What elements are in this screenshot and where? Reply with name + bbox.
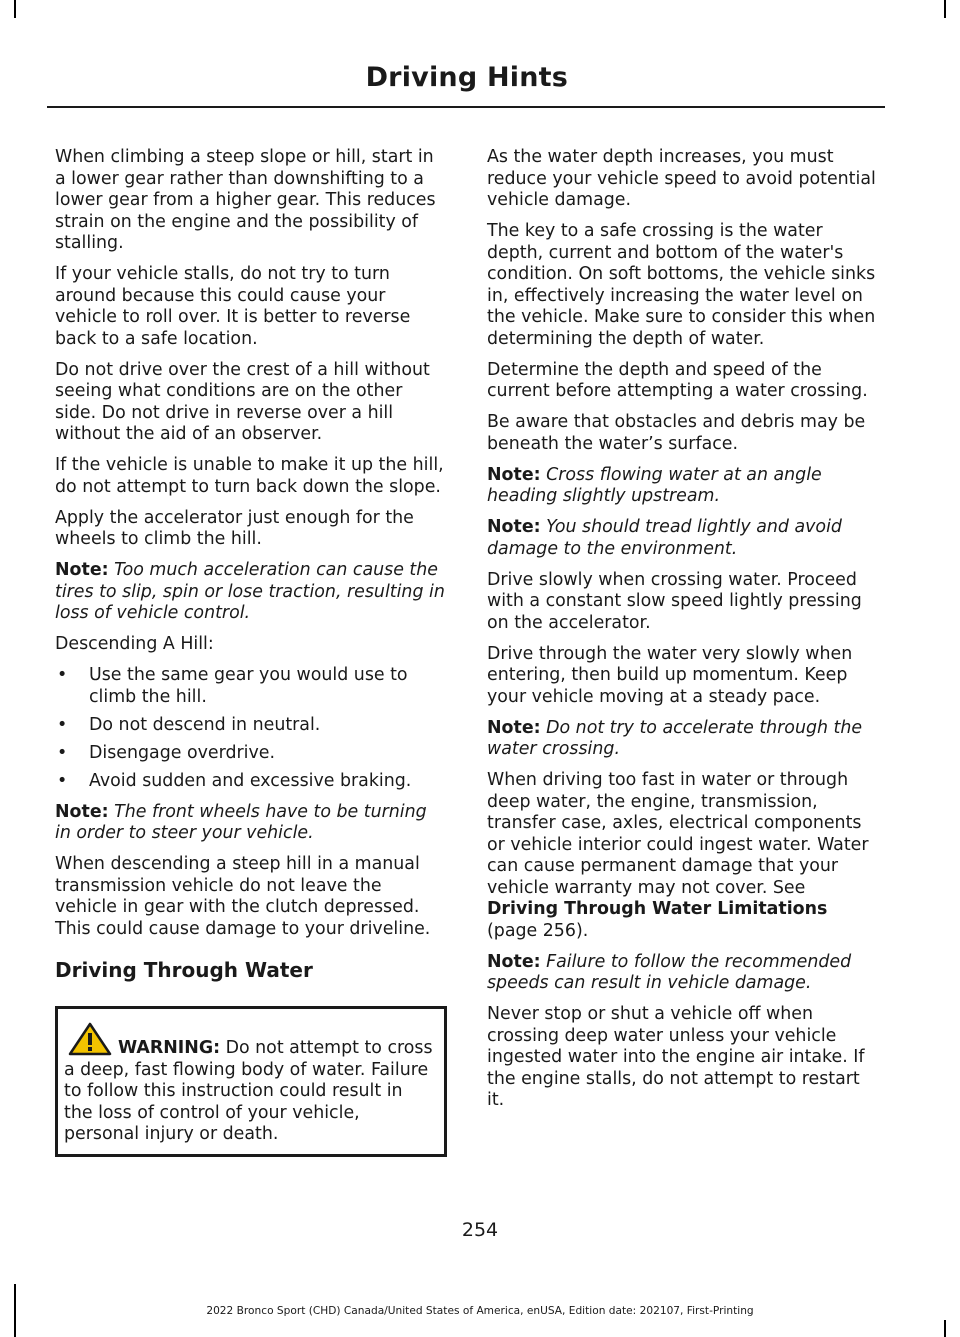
note-label: Note: — [55, 560, 109, 580]
list-item-text: Use the same gear you would use to climb the hill. — [89, 665, 408, 707]
note-text: Do not try to accelerate through the water crossing. — [487, 717, 863, 759]
page-number: 254 — [461, 1219, 499, 1241]
paragraph: Determine the depth and speed of the current before attempting a water crossing. — [487, 359, 868, 401]
paragraph: The key to a safe crossing is the water depth, current and bottom of the water's condition. On soft bottoms, the vehicle sinks in, effectively increasing the water level on the vehicle. Make sure to consider this when determining the depth of water. — [487, 221, 876, 349]
bullet-icon: • — [57, 665, 68, 685]
section-heading: Driving Through Water — [55, 958, 313, 982]
note-label: Note: — [487, 951, 541, 972]
list-item — [55, 665, 447, 708]
paragraph: Be aware that obstacles and debris may be beneath the water’s surface. — [487, 412, 866, 454]
note — [55, 560, 447, 625]
footer-edition-info: 2022 Bronco Sport (CHD) Canada/United States of America, enUSA, Edition date: 202107, First-Printing — [206, 1305, 754, 1317]
warning-text-block — [64, 1022, 436, 1146]
paragraph — [487, 770, 880, 942]
note-label: Note: — [487, 464, 541, 485]
subheading-descending: Descending A Hill: — [55, 634, 214, 654]
note — [55, 802, 447, 845]
right-column — [487, 147, 880, 1121]
list-item — [55, 715, 447, 737]
bullet-icon: • — [57, 770, 68, 791]
warning-box — [55, 1006, 447, 1157]
warning-triangle-icon — [68, 1022, 112, 1056]
paragraph: As the water depth increases, you must reduce your vehicle speed to avoid potential vehicle damage. — [487, 147, 876, 210]
note-text: Too much acceleration can cause the tires to slip, spin or lose traction, resulting in loss of vehicle control. — [55, 560, 445, 623]
note-text: You should tread lightly and avoid damage to the environment. — [487, 517, 842, 559]
paragraph: When climbing a steep slope or hill, start in a lower gear rather than downshifting to a lower gear from a higher gear. This reduces strain on the engine and the possibility of stalling. — [55, 147, 436, 253]
list-item-text: Do not descend in neutral. — [89, 714, 321, 735]
note — [487, 718, 880, 761]
note-label: Note: — [487, 517, 541, 537]
note-text: Failure to follow the recommended speeds can result in vehicle damage. — [487, 951, 852, 993]
note-label: Note: — [487, 717, 541, 738]
page-title: Driving Hints — [365, 62, 568, 93]
bullet-icon: • — [57, 742, 68, 763]
list-item-text: Avoid sudden and excessive braking. — [89, 770, 412, 791]
paragraph: If your vehicle stalls, do not try to turn around because this could cause your vehicle to roll over. It is better to reverse back to a safe location. — [55, 264, 411, 349]
bullet-list — [55, 665, 447, 792]
paragraph: Never stop or shut a vehicle off when crossing deep water unless your vehicle ingested water into the engine air intake. If the engine stalls, do not attempt to restart it. — [487, 1004, 865, 1110]
warning-text: Do not attempt to cross a deep, fast flowing body of water. Failure to follow this instruction could result in the loss of control of your vehicle, personal injury or death. — [64, 1038, 433, 1144]
paragraph: When descending a steep hill in a manual transmission vehicle do not leave the vehicle in gear with the clutch depressed. This could cause damage to your driveline. — [55, 854, 431, 939]
paragraph: If the vehicle is unable to make it up the hill, do not attempt to turn back down the slope. — [55, 455, 444, 497]
left-column — [55, 147, 447, 1157]
warning-label: WARNING: — [118, 1038, 221, 1058]
crop-mark-top-right — [944, 0, 946, 18]
crop-mark-top-left — [14, 0, 16, 18]
note — [487, 517, 880, 560]
list-item — [55, 743, 447, 765]
bullet-icon: • — [57, 714, 68, 735]
paragraph: Do not drive over the crest of a hill without seeing what conditions are on the other side. Do not drive in reverse over a hill without the aid of an observer. — [55, 359, 430, 444]
page-reference: (page 256). — [487, 920, 589, 941]
paragraph: Drive through the water very slowly when entering, then build up momentum. Keep your vehicle moving at a steady pace. — [487, 643, 853, 707]
note-text: The front wheels have to be turning in order to steer your vehicle. — [55, 801, 427, 843]
crop-mark-bottom-right — [944, 1320, 946, 1337]
note — [487, 952, 880, 995]
note — [487, 465, 880, 508]
note-text: Cross flowing water at an angle heading slightly upstream. — [487, 464, 822, 506]
paragraph: Apply the accelerator just enough for the wheels to climb the hill. — [55, 507, 414, 549]
cross-reference-link[interactable]: Driving Through Water Limitations — [487, 899, 828, 919]
paragraph: Drive slowly when crossing water. Proceed with a constant slow speed lightly pressing on the accelerator. — [487, 569, 862, 633]
list-item — [55, 771, 447, 793]
note-label: Note: — [55, 801, 109, 822]
paragraph-text: When driving too fast in water or through deep water, the engine, transmission, transfer case, axles, electrical components or vehicle interior could ingest water. Water can cause permanent damage that your vehicle warranty may not cover. See — [487, 770, 869, 898]
header-divider — [47, 106, 885, 108]
list-item-text: Disengage overdrive. — [89, 742, 275, 763]
